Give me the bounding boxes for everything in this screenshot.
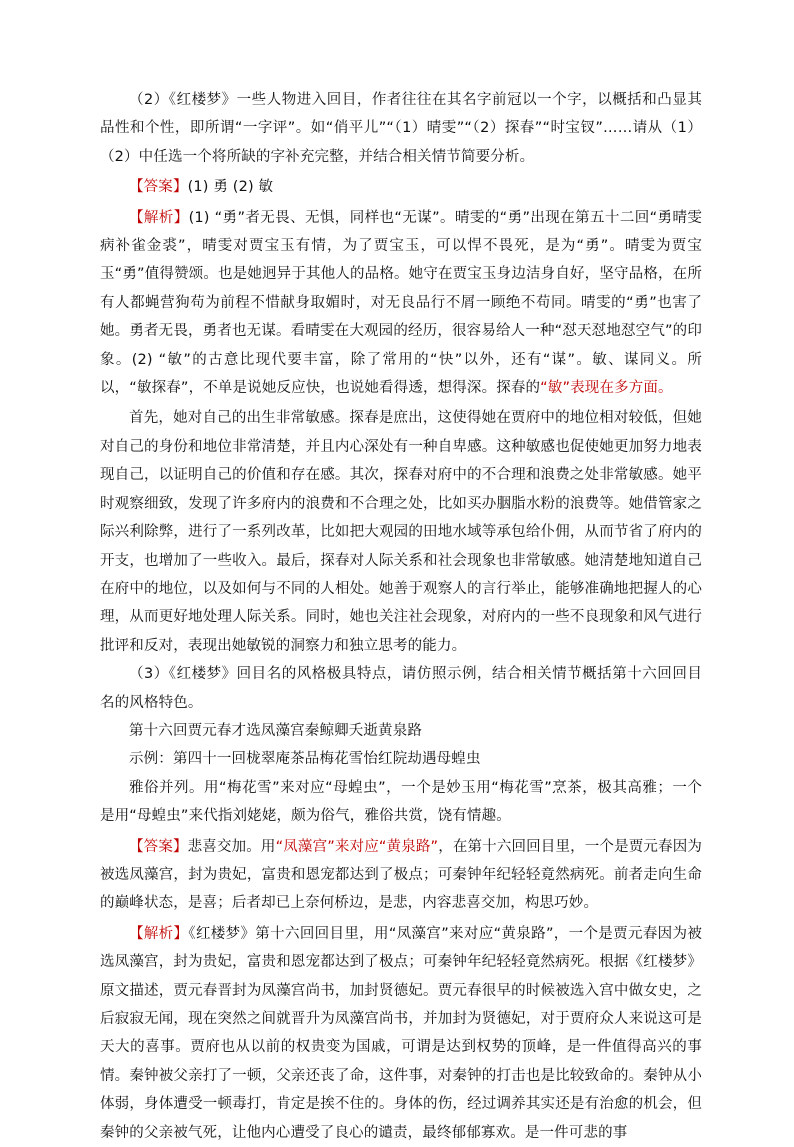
question-3: （3）《红楼梦》回目名的风格极具特点，请仿照示例，结合相关情节概括第十六回回目名的风格特色。 xyxy=(100,666,702,711)
answer-tag: 【答案】 xyxy=(129,838,188,855)
analysis-tag: 【解析】 xyxy=(129,925,189,942)
answer-3 xyxy=(100,833,702,918)
answer-2-text: (1) 勇 (2) 敏 xyxy=(187,179,274,196)
analysis-2-highlight: “敏”表现在多方面。 xyxy=(540,380,673,397)
answer-tag: 【答案】 xyxy=(129,179,188,196)
answer-2 xyxy=(100,173,702,201)
analysis-3 xyxy=(100,920,702,1147)
answer-3-text-1: 悲喜交加。用 xyxy=(187,838,276,855)
example-analysis: 雅俗并列。用“梅花雪”来对应“母蝗虫”，一个是妙玉用“梅花雪”烹茶，极其高雅；一个是用“母蝗虫”来代指刘姥姥，颇为俗气，雅俗共赏，饶有情趣。 xyxy=(100,779,702,825)
answer-3-text-2: ，在第十六回回目里，一个是贾元春因为被选凤藻宫，封为贵妃，富贵和恩宠都达到了极点；可秦钟年纪轻轻竟然病死。前者走向生命的巅峰状态，是喜；后者却已上奈何桥边，是悲，内容悲喜交加，构思巧妙。 xyxy=(100,838,703,912)
analysis-tag: 【解析】 xyxy=(129,209,189,226)
answer-3-highlight: “凤藻宫”来对应“黄泉路” xyxy=(275,838,439,855)
question-2: （2）《红楼梦》一些人物进入回目，作者往往在其名字前冠以一个字，以概括和凸显其品性和个性，即所谓“一字评”。如“俏平儿”“（1）晴雯”“（2）探春”“时宝钗”……请从（1）（2）中任选一个将所缺的字补充完整，并结合相关情节简要分析。 xyxy=(100,92,702,165)
example-line: 示例：第四十一回栊翠庵茶品梅花雪怡红院劫遇母蝗虫 xyxy=(129,751,481,768)
analysis-2 xyxy=(100,204,702,403)
analysis-2-paragraph: 首先，她对自己的出生非常敏感。探春是庶出，这使得她在贾府中的地位相对较低，但她对自己的身份和地位非常清楚，并且内心深处有一种自卑感。这种敏感也促使她更加努力地表现自己，以证明自己的价值和存在感。其次，探春对府中的不合理和浪费之处非常敏感。她平时观察细致，发现了许多府内的浪费和不合理之处，比如买办胭脂水粉的浪费等。她借管家之际兴利除弊，进行了一系列改革，比如把大观园的田地水域等承包给仆佣，从而节省了府内的开支，也增加了一些收入。最后，探春对人际关系和社会现象也非常敏感。她清楚地知道自己在府中的地位，以及如何与不同的人相处。她善于观察人的言行举止，能够准确地把握人的心理，从而更好地处理人际关系。同时，她也关注社会现象，对府内的一些不良现象和风气进行批评和反对，表现出她敏锐的洞察力和独立思考的能力。 xyxy=(100,410,702,654)
document-page xyxy=(100,86,702,1147)
analysis-2-text: (1) “勇”者无畏、无惧，同样也“无谋”。晴雯的“勇”出现在第五十二回“勇晴雯病补雀金裘”，晴雯对贾宝玉有情，为了贾宝玉，可以悍不畏死，是为“勇”。晴雯为贾宝玉“勇”值得赞颂。也是她迥异于其他人的品格。她守在贾宝玉身边洁身自好，坚守品格，在所有人都蝇营狗苟为前程不惜献身取媚时，对无良品行不屑一顾绝不苟同。晴雯的“勇”也害了她。勇者无畏，勇者也无谋。看晴雯在大观园的经历，很容易给人一种“怼天怼地怼空气”的印象。(2) “敏”的古意比现代要丰富，除了常用的“快”以外，还有“谋”。敏、谋同义。所以，“敏探春”，不单是说她反应快，也说她看得透，想得深。探春的 xyxy=(100,209,702,397)
chapter-title: 第十六回贾元春才选凤藻宫秦鲸卿夭逝黄泉路 xyxy=(129,722,422,739)
analysis-3-text: 《红楼梦》第十六回回目里，用“凤藻宫”来对应“黄泉路”，一个是贾元春因为被选凤藻宫，封为贵妃，富贵和恩宠都达到了极点；可秦钟年纪轻轻竟然病死。根据《红楼梦》原文描述，贾元春晋封为凤藻宫尚书，加封贤德妃。贾元春很早的时候被选入宫中做女史，之后寂寂无闻，现在突然之间就晋升为凤藻宫尚书，并加封为贤德妃，对于贾府众人来说这可是天大的喜事。贾府也从以前的权贵变为国戚，可谓是达到权势的顶峰，是一件值得高兴的事情。秦钟被父亲打了一顿，父亲还丧了命，这件事，对秦钟的打击也是比较致命的。秦钟从小体弱，身体遭受一顿毒打，肯定是挨不住的。身体的伤，经过调养其实还是有治愈的机会，但秦钟的父亲被气死，让他内心遭受了良心的谴责，最终郁郁寡欢。是一件可悲的事 xyxy=(100,925,702,1141)
